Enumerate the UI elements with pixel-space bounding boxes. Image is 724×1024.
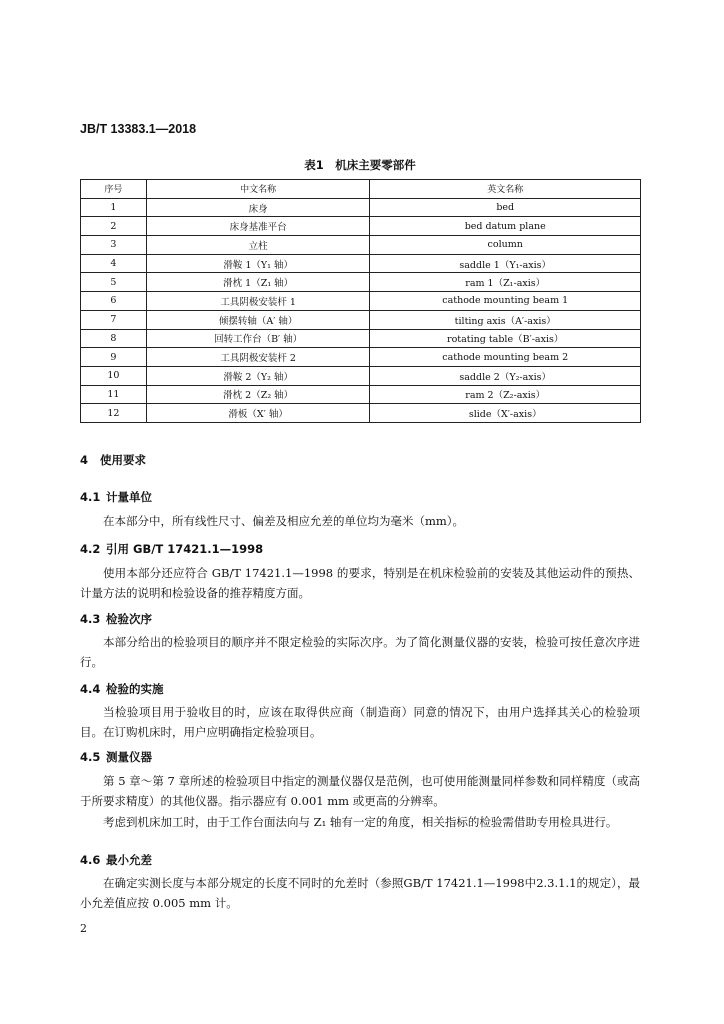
cell-cn: 床身 (146, 198, 370, 217)
section-title: 使用要求 (100, 453, 146, 467)
section-number: 4.3 (80, 612, 101, 626)
section-title: 检验次序 (106, 612, 152, 626)
table-row (81, 348, 641, 367)
table-row (81, 404, 641, 423)
section-title: 检验的实施 (106, 682, 164, 696)
table-row (81, 310, 641, 329)
page-number: 2 (80, 922, 87, 935)
section-title: 测量仪器 (106, 750, 152, 764)
cell-en: slide（X′-axis） (370, 404, 641, 423)
cell-seq: 7 (81, 310, 147, 329)
section-4-5-body-1: 第 5 章～第 7 章所述的检验项目中指定的测量仪器仅是范例，也可使用能测量同样参数和同样精度（或高于所要求精度）的其他仪器。指示器应有 0.001 mm 或更高的分辨率。 (80, 774, 640, 808)
cell-en: bed datum plane (370, 217, 641, 236)
section-4-6-body: 在确定实测长度与本部分规定的长度不同时的允差时（参照GB/T 17421.1—1998中2.3.1.1的规定），最小允差值应按 0.005 mm 计。 (80, 876, 640, 910)
section-4-6-heading (80, 852, 152, 868)
section-4-1-body: 在本部分中，所有线性尺寸、偏差及相应允差的单位均为毫米（mm）。 (103, 514, 465, 528)
section-number: 4.6 (80, 853, 101, 867)
cell-seq: 5 (81, 273, 147, 292)
section-number: 4.5 (80, 750, 101, 764)
section-4-5-heading (80, 749, 152, 765)
header-cn-name: 中文名称 (146, 180, 370, 199)
table-row (81, 292, 641, 311)
section-4-2-body: 使用本部分还应符合 GB/T 17421.1—1998 的要求，特别是在机床检验前的安装及其他运动件的预热、计量方法的说明和检验设备的推荐精度方面。 (80, 566, 640, 600)
cell-seq: 10 (81, 366, 147, 385)
table-row (81, 254, 641, 273)
cell-cn: 工具阴极安装杆 2 (146, 348, 370, 367)
cell-seq: 1 (81, 198, 147, 217)
table-caption: 表1 机床主要零部件 (304, 158, 416, 172)
section-number: 4.1 (80, 490, 101, 504)
cell-seq: 3 (81, 236, 147, 255)
table-row (81, 329, 641, 348)
cell-seq: 11 (81, 385, 147, 404)
cell-seq: 6 (81, 292, 147, 311)
table-row (81, 273, 641, 292)
cell-cn: 滑板（X′ 轴） (146, 404, 370, 423)
document-code: JB/T 13383.1—2018 (80, 122, 197, 136)
cell-en: tilting axis（A′-axis） (370, 310, 641, 329)
section-number: 4.4 (80, 682, 101, 696)
cell-en: bed (370, 198, 641, 217)
cell-cn: 滑鞍 1（Y₁ 轴） (146, 254, 370, 273)
table-row (81, 366, 641, 385)
cell-en: cathode mounting beam 2 (370, 348, 641, 367)
section-title: 最小允差 (106, 853, 152, 867)
section-4-5-body-2: 考虑到机床加工时，由于工作台面法向与 Z₁ 轴有一定的角度，相关指标的检验需借助专用检具进行。 (103, 815, 618, 829)
section-number: 4.2 (80, 542, 101, 556)
section-4-heading (80, 452, 146, 468)
cell-cn: 回转工作台（B′ 轴） (146, 329, 370, 348)
table-header-row (81, 180, 641, 199)
cell-seq: 12 (81, 404, 147, 423)
section-4-4-heading (80, 681, 164, 697)
cell-cn: 滑鞍 2（Y₂ 轴） (146, 366, 370, 385)
cell-cn: 工具阴极安装杆 1 (146, 292, 370, 311)
section-4-2-heading (80, 541, 263, 557)
section-4-3-heading (80, 611, 152, 627)
table-row (81, 236, 641, 255)
cell-cn: 滑枕 2（Z₂ 轴） (146, 385, 370, 404)
cell-seq: 9 (81, 348, 147, 367)
cell-en: rotating table（B′-axis） (370, 329, 641, 348)
cell-cn: 滑枕 1（Z₁ 轴） (146, 273, 370, 292)
section-title: 引用 GB/T 17421.1—1998 (106, 542, 264, 556)
table-row (81, 217, 641, 236)
cell-en: cathode mounting beam 1 (370, 292, 641, 311)
cell-en: ram 1（Z₁-axis） (370, 273, 641, 292)
cell-en: ram 2（Z₂-axis） (370, 385, 641, 404)
section-title: 计量单位 (106, 490, 152, 504)
cell-en: saddle 2（Y₂-axis） (370, 366, 641, 385)
cell-cn: 立柱 (146, 236, 370, 255)
section-4-3-body: 本部分给出的检验项目的顺序并不限定检验的实际次序。为了简化测量仪器的安装，检验可按任意次序进行。 (80, 635, 640, 669)
cell-seq: 4 (81, 254, 147, 273)
parts-table (80, 179, 641, 423)
cell-seq: 2 (81, 217, 147, 236)
table-row (81, 385, 641, 404)
cell-cn: 床身基准平台 (146, 217, 370, 236)
cell-en: column (370, 236, 641, 255)
section-number: 4 (80, 453, 89, 467)
section-4-4-body: 当检验项目用于验收目的时，应该在取得供应商（制造商）同意的情况下，由用户选择其关心的检验项目。在订购机床时，用户应明确指定检验项目。 (80, 705, 640, 739)
header-en-name: 英文名称 (370, 180, 641, 199)
table-row (81, 198, 641, 217)
header-seq: 序号 (81, 180, 147, 199)
cell-en: saddle 1（Y₁-axis） (370, 254, 641, 273)
cell-cn: 倾摆转轴（A′ 轴） (146, 310, 370, 329)
section-4-1-heading (80, 489, 152, 505)
cell-seq: 8 (81, 329, 147, 348)
